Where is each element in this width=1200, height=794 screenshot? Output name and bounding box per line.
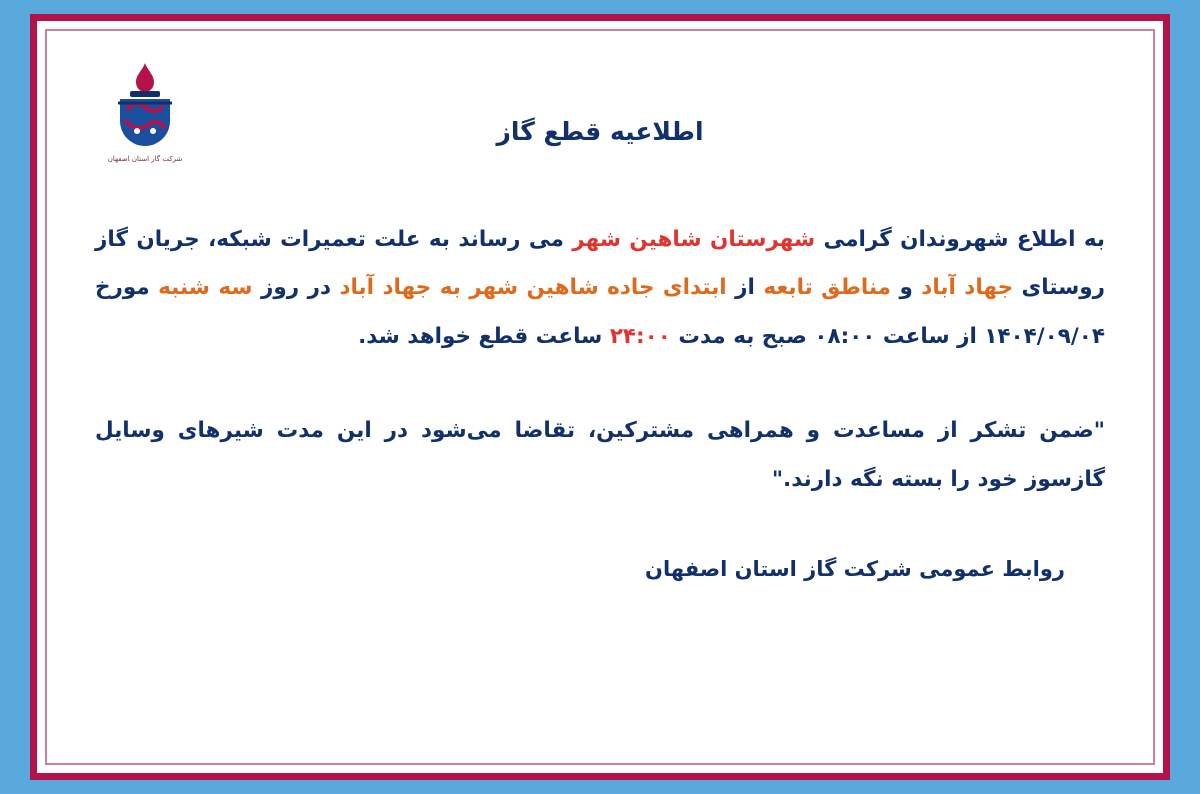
text-seg-8: صبح به مدت [670,323,815,349]
text-seg-7: از ساعت [875,323,985,349]
highlight-village: جهاد آباد [921,275,1014,301]
highlight-route: ابتدای جاده شاهین شهر به جهاد آباد [339,275,727,301]
text-seg-9: ساعت قطع خواهد شد. [358,323,610,349]
company-logo [85,61,205,181]
text-seg-2: می رساند به علت تعمیرات شبکه، جریان گاز روستای [95,227,1105,301]
poster-frame-outer [30,14,1170,780]
highlight-start-time: ۰۸:۰۰ [814,323,876,349]
logo-caption: شرکت گاز استان اصفهان [107,155,183,163]
highlight-areas: مناطق تابعه [763,275,891,301]
text-seg-3: و [890,275,922,301]
highlight-duration: ۲۴:۰۰ [609,323,671,349]
highlight-day: سه شنبه [158,275,253,301]
paragraph-request: "ضمن تشکر از مساعدت و همراهی مشترکین، تقاضا می‌شود در این مدت شیرهای وسایل گازسوز خود را بسته نگه دارند." [95,418,1105,492]
signature-line: روابط عمومی شرکت گاز استان اصفهان [645,556,1065,581]
text-seg-6: مورخ [95,275,159,301]
highlight-city: شهرستان شاهین شهر [572,227,816,252]
text-seg-5: در روز [252,275,340,301]
text-seg-1: به اطلاع شهروندان گرامی [815,227,1105,252]
notice-body [89,216,1111,593]
paragraph-announcement [95,216,1105,361]
text-seg-4: از [726,275,764,301]
gas-company-logo-icon [90,61,200,153]
poster-content [55,39,1145,755]
highlight-date: ۱۴۰۴/۰۹/۰۴ [984,323,1105,349]
page-title: اطلاعیه قطع گاز [496,117,704,146]
